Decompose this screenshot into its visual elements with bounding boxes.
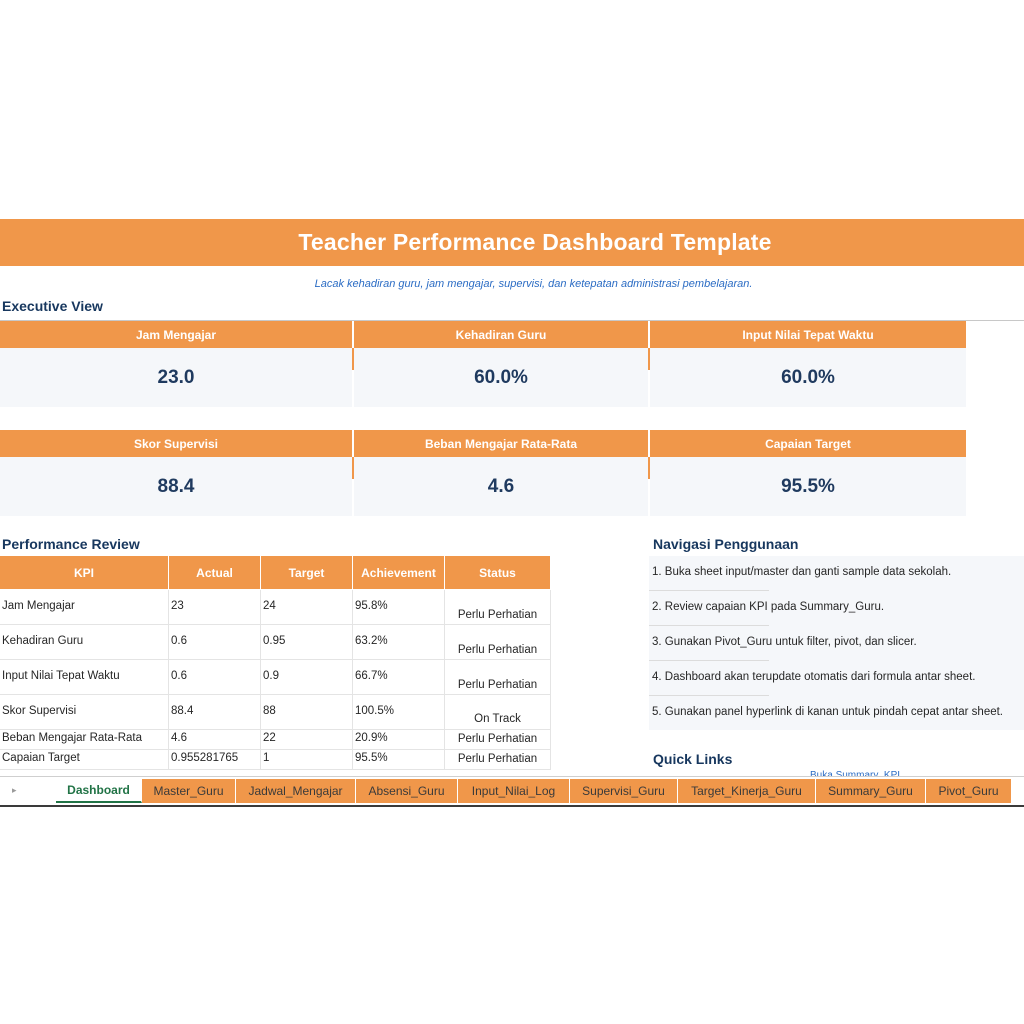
kpi-card-value: 60.0% — [354, 348, 648, 407]
kpi-card-input-nilai[interactable] — [650, 321, 966, 407]
cell-text: 23 — [171, 600, 184, 612]
cell-text: 1 — [263, 752, 270, 764]
cell-text: Capaian Target — [2, 752, 80, 764]
cell-text: 66.7% — [355, 670, 388, 682]
table-row[interactable] — [0, 625, 551, 660]
cell-text: 88.4 — [171, 705, 194, 717]
subtitle-text: Lacak kehadiran guru, jam mengajar, supervisi, dan ketepatan administrasi pembelajaran. — [314, 278, 753, 290]
cell-target[interactable] — [261, 730, 353, 749]
cell-kpi[interactable] — [0, 730, 169, 749]
kpi-card-value: 60.0% — [650, 348, 966, 407]
cell-text: 63.2% — [355, 635, 388, 647]
cell-text: 4.6 — [171, 732, 187, 744]
cell-target[interactable] — [261, 625, 353, 659]
kpi-card-beban-mengajar[interactable] — [354, 430, 648, 516]
cell-status[interactable] — [445, 625, 551, 659]
cell-text: 100.5% — [355, 705, 395, 717]
nav-divider — [649, 590, 769, 591]
cell-achievement[interactable] — [353, 625, 445, 659]
cell-actual[interactable] — [169, 625, 261, 659]
nav-step-2: 2. Review capaian KPI pada Summary_Guru. — [652, 601, 885, 613]
table-row[interactable] — [0, 660, 551, 695]
performance-review-title: Performance Review — [2, 536, 140, 552]
tab-master-guru[interactable]: Master_Guru — [142, 779, 236, 803]
sheet-scroll-button[interactable] — [0, 777, 56, 803]
dashboard-title: Teacher Performance Dashboard Template — [298, 229, 772, 255]
status-text: Perlu Perhatian — [457, 733, 538, 745]
cell-status[interactable] — [445, 695, 551, 729]
column-header-kpi[interactable]: KPI — [0, 556, 169, 589]
kpi-card-label: Kehadiran Guru — [354, 321, 648, 348]
tab-absensi-guru[interactable]: Absensi_Guru — [356, 779, 458, 803]
cell-status[interactable] — [445, 750, 551, 769]
tab-dashboard[interactable]: Dashboard — [56, 779, 142, 803]
cell-text: 0.9 — [263, 670, 279, 682]
quick-link-summary-kpi[interactable] — [810, 769, 900, 775]
cell-status[interactable] — [445, 730, 551, 749]
chevron-right-icon: ▸ — [12, 784, 17, 795]
table-row[interactable] — [0, 695, 551, 730]
nav-divider — [649, 695, 769, 696]
nav-step-4: 4. Dashboard akan terupdate otomatis dari formula antar sheet. — [652, 671, 976, 683]
table-row[interactable] — [0, 590, 551, 625]
nav-divider — [649, 660, 769, 661]
kpi-card-value: 88.4 — [0, 457, 352, 516]
cell-achievement[interactable] — [353, 750, 445, 769]
kpi-card-value: 95.5% — [650, 457, 966, 516]
kpi-card-value: 4.6 — [354, 457, 648, 516]
cell-text: 24 — [263, 600, 276, 612]
cell-actual[interactable] — [169, 590, 261, 624]
cell-target[interactable] — [261, 660, 353, 694]
navigation-title: Navigasi Penggunaan — [653, 536, 799, 552]
tab-supervisi-guru[interactable]: Supervisi_Guru — [570, 779, 678, 803]
nav-divider — [649, 625, 769, 626]
cell-kpi[interactable] — [0, 660, 169, 694]
kpi-card-label: Input Nilai Tepat Waktu — [650, 321, 966, 348]
cell-achievement[interactable] — [353, 695, 445, 729]
cell-kpi[interactable] — [0, 590, 169, 624]
kpi-row-2 — [0, 430, 966, 516]
kpi-card-label: Skor Supervisi — [0, 430, 352, 457]
cell-text: 95.5% — [355, 752, 388, 764]
executive-view-title: Executive View — [2, 298, 103, 314]
status-text: Perlu Perhatian — [457, 609, 538, 621]
tab-input-nilai-log[interactable]: Input_Nilai_Log — [458, 779, 570, 803]
column-header-target[interactable]: Target — [261, 556, 353, 589]
cell-achievement[interactable] — [353, 660, 445, 694]
status-text: Perlu Perhatian — [457, 753, 538, 765]
cell-text: Beban Mengajar Rata-Rata — [2, 732, 142, 744]
cell-text: Jam Mengajar — [2, 600, 75, 612]
dashboard-subtitle — [0, 278, 1024, 290]
tab-jadwal-mengajar[interactable]: Jadwal_Mengajar — [236, 779, 356, 803]
cell-text: 22 — [263, 732, 276, 744]
kpi-card-label: Beban Mengajar Rata-Rata — [354, 430, 648, 457]
kpi-card-capaian-target[interactable] — [650, 430, 966, 516]
kpi-card-skor-supervisi[interactable] — [0, 430, 352, 516]
table-row[interactable] — [0, 730, 551, 750]
cell-status[interactable] — [445, 590, 551, 624]
cell-target[interactable] — [261, 750, 353, 769]
cell-achievement[interactable] — [353, 730, 445, 749]
kpi-card-kehadiran-guru[interactable] — [354, 321, 648, 407]
tab-summary-guru[interactable]: Summary_Guru — [816, 779, 926, 803]
cell-text: Kehadiran Guru — [2, 635, 84, 647]
status-text: Perlu Perhatian — [457, 679, 538, 691]
cell-actual[interactable] — [169, 730, 261, 749]
cell-target[interactable] — [261, 590, 353, 624]
cell-kpi[interactable] — [0, 625, 169, 659]
sheet-tab-bar — [0, 776, 1024, 807]
status-text: On Track — [474, 713, 521, 725]
kpi-card-jam-mengajar[interactable] — [0, 321, 352, 407]
cell-actual[interactable] — [169, 695, 261, 729]
cell-text: 0.6 — [171, 635, 187, 647]
nav-step-1: 1. Buka sheet input/master dan ganti sample data sekolah. — [652, 566, 952, 578]
cell-text: 20.9% — [355, 732, 388, 744]
cell-text: 0.95 — [263, 635, 286, 647]
cell-status[interactable] — [445, 660, 551, 694]
nav-step-5: 5. Gunakan panel hyperlink di kanan untuk pindah cepat antar sheet. — [652, 706, 1003, 718]
cell-target[interactable] — [261, 695, 353, 729]
cell-kpi[interactable] — [0, 750, 169, 769]
cell-achievement[interactable] — [353, 590, 445, 624]
cell-actual[interactable] — [169, 660, 261, 694]
cell-actual[interactable] — [169, 750, 261, 769]
nav-step-3: 3. Gunakan Pivot_Guru untuk filter, pivot, dan slicer. — [652, 636, 917, 648]
column-header-status[interactable]: Status — [445, 556, 551, 589]
kpi-row-1 — [0, 321, 966, 407]
tab-pivot-guru[interactable]: Pivot_Guru — [926, 779, 1012, 803]
status-text: Perlu Perhatian — [457, 644, 538, 656]
cell-text: 0.6 — [171, 670, 187, 682]
cell-text: 88 — [263, 705, 276, 717]
kpi-card-label: Jam Mengajar — [0, 321, 352, 348]
dashboard-title-banner — [0, 219, 1024, 266]
cell-text: Skor Supervisi — [2, 705, 77, 717]
table-row[interactable] — [0, 750, 551, 770]
column-header-achievement[interactable]: Achievement — [353, 556, 445, 589]
cell-kpi[interactable] — [0, 695, 169, 729]
cell-text: 0.955281765 — [171, 752, 239, 764]
column-header-actual[interactable]: Actual — [169, 556, 261, 589]
cell-text: 95.8% — [355, 600, 388, 612]
tab-target-kinerja-guru[interactable]: Target_Kinerja_Guru — [678, 779, 816, 803]
quick-links-title: Quick Links — [653, 751, 733, 767]
kpi-card-label: Capaian Target — [650, 430, 966, 457]
cell-text: Input Nilai Tepat Waktu — [2, 670, 120, 682]
navigation-panel — [649, 556, 1024, 730]
kpi-card-value: 23.0 — [0, 348, 352, 407]
